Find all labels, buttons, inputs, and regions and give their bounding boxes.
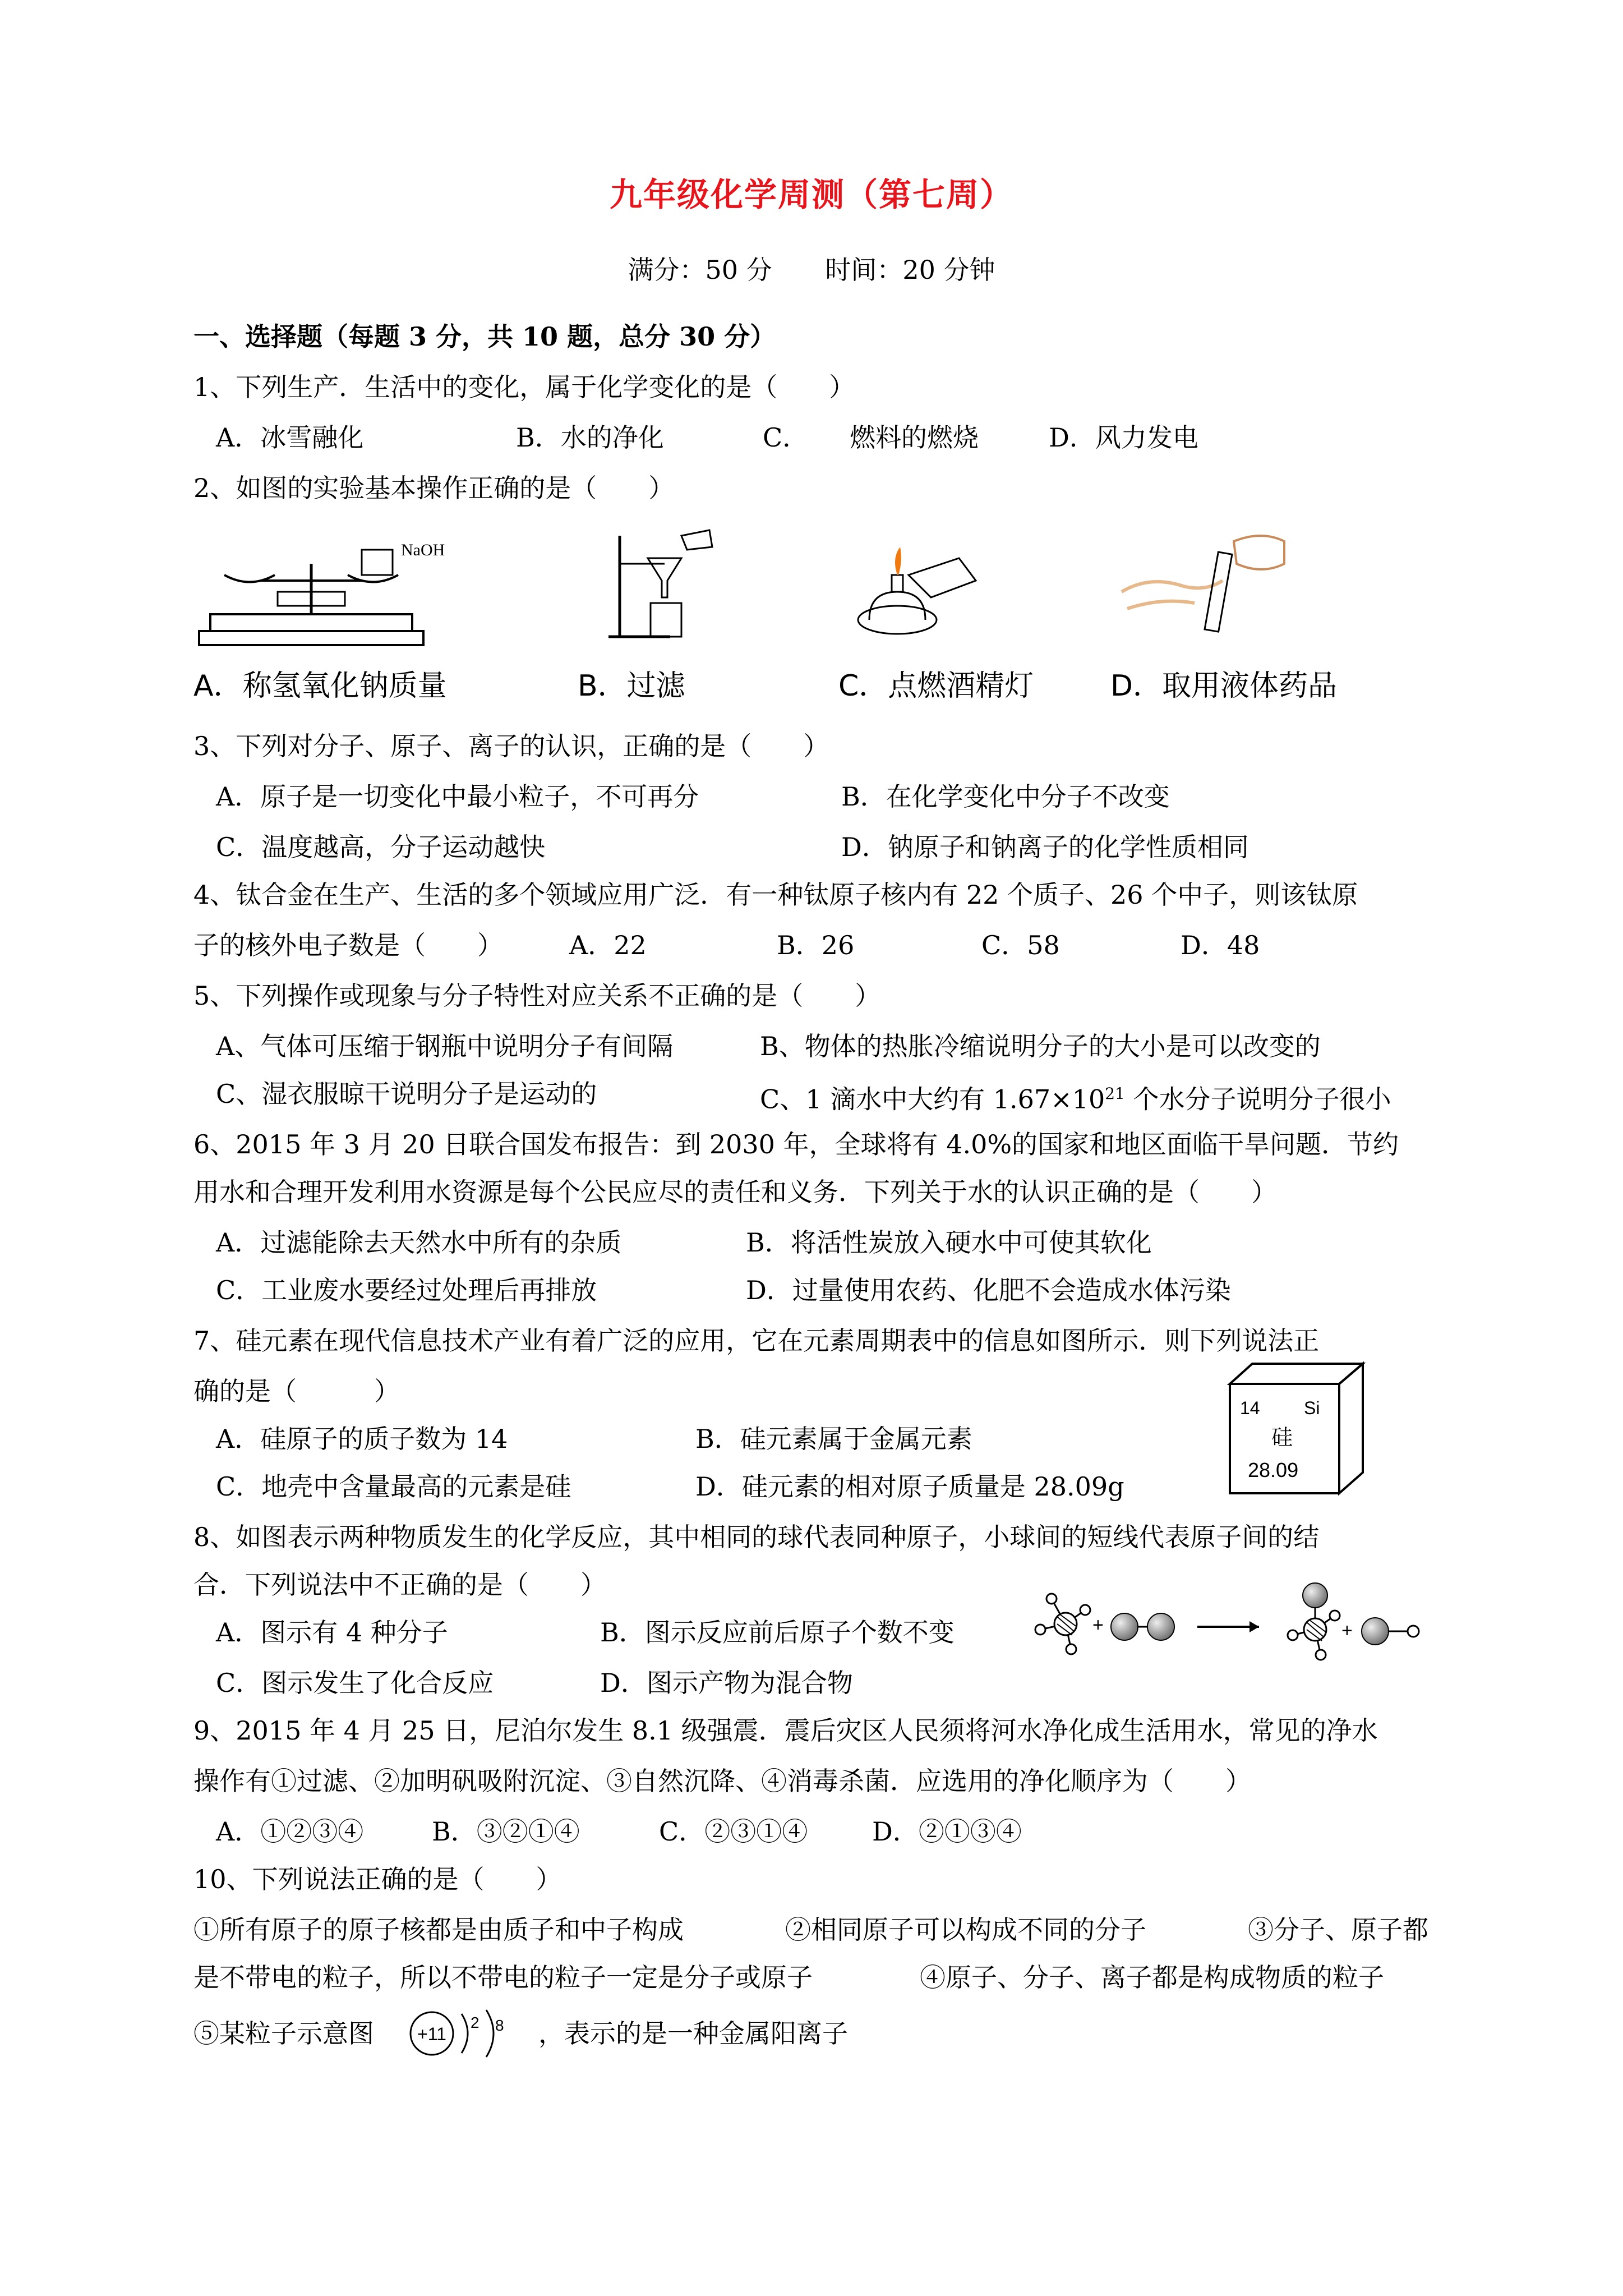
q6-option-d: D．过量使用农药、化肥不会造成水体污染: [746, 1275, 1231, 1305]
q8-option-d: D．图示产物为混合物: [600, 1668, 853, 1698]
q9-option-c: C．②③①④: [659, 1816, 808, 1847]
q4-option-b: B．26: [777, 930, 855, 960]
q2-caption-d: D．取用液体药品: [1110, 669, 1338, 703]
q7-line1: 7、硅元素在现代信息技术产业有着广泛的应用，它在元素周期表中的信息如图所示．则下列说法正: [193, 1326, 1320, 1356]
atomic-number: 14: [1240, 1398, 1260, 1418]
q7-option-d: D．硅元素的相对原子质量是 28.09g: [695, 1471, 1124, 1502]
q8-option-c: C．图示发生了化合反应: [216, 1668, 494, 1698]
exam-meta: [0, 250, 1623, 287]
q6-option-a: A．过滤能除去天然水中所有的杂质: [216, 1227, 622, 1258]
q1-option-d: D．风力发电: [1049, 422, 1198, 453]
filtration-figure: [603, 524, 726, 645]
section-heading: 一、选择题（每题 3 分，共 10 题，总分 30 分）: [193, 321, 776, 352]
q10-statement-4: ④原子、分子、离子都是构成物质的粒子: [920, 1962, 1384, 1993]
q1-stem: 1、下列生产．生活中的变化，属于化学变化的是（ ）: [193, 372, 855, 402]
q5-option-d-exponent: 21: [1105, 1084, 1125, 1103]
silicon-element-tile: [1225, 1360, 1368, 1498]
q2-caption-a: A．称氢氧化钠质量: [193, 669, 447, 703]
q2-caption-c: C．点燃酒精灯: [838, 669, 1034, 703]
full-score: 满分：50 分: [628, 255, 772, 285]
q10-stem: 10、下列说法正确的是（ ）: [193, 1864, 562, 1894]
q5-option-c: C、湿衣服晾干说明分子是运动的: [216, 1079, 597, 1109]
ion-nucleus-charge: +11: [417, 2024, 446, 2044]
q5-option-a: A、气体可压缩于钢瓶中说明分子有间隔: [216, 1031, 674, 1061]
q5-option-b: B、物体的热胀冷缩说明分子的大小是可以改变的: [760, 1031, 1321, 1061]
element-symbol: Si: [1304, 1398, 1320, 1418]
q4-option-c: C．58: [981, 930, 1060, 960]
q3-option-c: C．温度越高，分子运动越快: [216, 832, 546, 862]
q8-option-b: B．图示反应前后原子个数不变: [600, 1617, 955, 1648]
q10-statement-1: ①所有原子的原子核都是由质子和中子构成: [193, 1915, 684, 1945]
q7-option-a: A．硅原子的质子数为 14: [216, 1424, 508, 1454]
q8-option-a: A．图示有 4 种分子: [216, 1617, 448, 1648]
q6-line2: 用水和合理开发利用水资源是每个公民应尽的责任和义务．下列关于水的认识正确的是（ ）: [193, 1177, 1277, 1207]
q1-option-a: A．冰雪融化: [216, 422, 364, 453]
reaction-diagram: [1032, 1582, 1430, 1666]
q3-option-a: A．原子是一切变化中最小粒子，不可再分: [216, 781, 699, 812]
q5-stem: 5、下列操作或现象与分子特性对应关系不正确的是（ ）: [193, 981, 881, 1011]
q3-option-b: B．在化学变化中分子不改变: [841, 781, 1170, 812]
page-title: 九年级化学周测（第七周）: [609, 176, 1013, 214]
q6-option-c: C．工业废水要经过处理后再排放: [216, 1275, 597, 1305]
q1-option-c-text: 燃料的燃烧: [850, 422, 979, 453]
element-name: 硅: [1271, 1425, 1293, 1450]
q10-statement-2: ②相同原子可以构成不同的分子: [785, 1915, 1146, 1945]
q6-option-b: B．将活性炭放入硬水中可使其软化: [746, 1227, 1152, 1258]
q10-statement-3-end: 是不带电的粒子，所以不带电的粒子一定是分子或原子: [193, 1962, 813, 1993]
q8-line2: 合．下列说法中不正确的是（ ）: [193, 1570, 606, 1600]
q6-line1: 6、2015 年 3 月 20 日联合国发布报告：到 2030 年，全球将有 4.0%的国家和地区面临干旱问题．节约: [193, 1129, 1399, 1159]
time-limit: 时间：20 分钟: [825, 255, 995, 285]
pouring-liquid-figure: [1116, 530, 1312, 642]
q1-option-b: B．水的净化: [516, 422, 664, 453]
q8-line1: 8、如图表示两种物质发生的化学反应，其中相同的球代表同种原子，小球间的短线代表原子间的结: [193, 1522, 1320, 1552]
naoh-label: NaOH: [401, 541, 445, 559]
q10-statement-5-end: ，表示的是一种金属阳离子: [538, 2018, 848, 2049]
q9-line2: 操作有①过滤、②加明矾吸附沉淀、③自然沉降、④消毒杀菌．应选用的净化顺序为（ ）: [193, 1766, 1251, 1796]
q9-option-a: A．①②③④: [216, 1816, 364, 1847]
q4-line2: 子的核外电子数是（ ）: [193, 930, 503, 960]
q7-option-b: B．硅元素属于金属元素: [695, 1424, 972, 1454]
q5-option-d: [760, 1077, 1391, 1116]
q4-line1: 4、钛合金在生产、生活的多个领域应用广泛．有一种钛原子核内有 22 个质子、26 个中子，则该钛原: [193, 880, 1358, 910]
q7-line2: 确的是（ ）: [193, 1376, 400, 1406]
q1-option-c: C．: [763, 422, 809, 453]
alcohol-lamp-figure: [847, 536, 993, 642]
sodium-ion-diagram: [401, 2005, 533, 2062]
q4-option-d: D．48: [1181, 930, 1260, 960]
q2-caption-b: B．过滤: [578, 669, 685, 703]
q10-statement-3-start: ③分子、原子都: [1248, 1915, 1428, 1945]
svg-text:+: +: [1341, 1620, 1353, 1641]
q7-option-c: C．地壳中含量最高的元素是硅: [216, 1471, 571, 1502]
q9-line1: 9、2015 年 4 月 25 日，尼泊尔发生 8.1 级强震．震后灾区人民须将河水净化成生活用水，常见的净水: [193, 1715, 1378, 1746]
q3-option-d: D．钠原子和钠离子的化学性质相同: [841, 832, 1249, 862]
q10-statement-5-start: ⑤某粒子示意图: [193, 2018, 374, 2049]
q9-option-b: B．③②①④: [432, 1816, 580, 1847]
q5-option-d-pre: C、1 滴水中大约有 1.67×10: [760, 1084, 1105, 1115]
atomic-mass: 28.09: [1248, 1458, 1299, 1481]
svg-text:+: +: [1092, 1614, 1104, 1636]
q9-option-d: D．②①③④: [872, 1816, 1022, 1847]
q2-stem: 2、如图的实验基本操作正确的是（ ）: [193, 473, 675, 503]
q3-stem: 3、下列对分子、原子、离子的认识，正确的是（ ）: [193, 731, 829, 761]
ion-shell-2-electrons: 8: [495, 2017, 504, 2034]
balance-figure: [193, 530, 457, 651]
ion-shell-1-electrons: 2: [471, 2014, 479, 2031]
q5-option-d-post: 个水分子说明分子很小: [1124, 1084, 1391, 1115]
q4-option-a: A．22: [569, 930, 647, 960]
